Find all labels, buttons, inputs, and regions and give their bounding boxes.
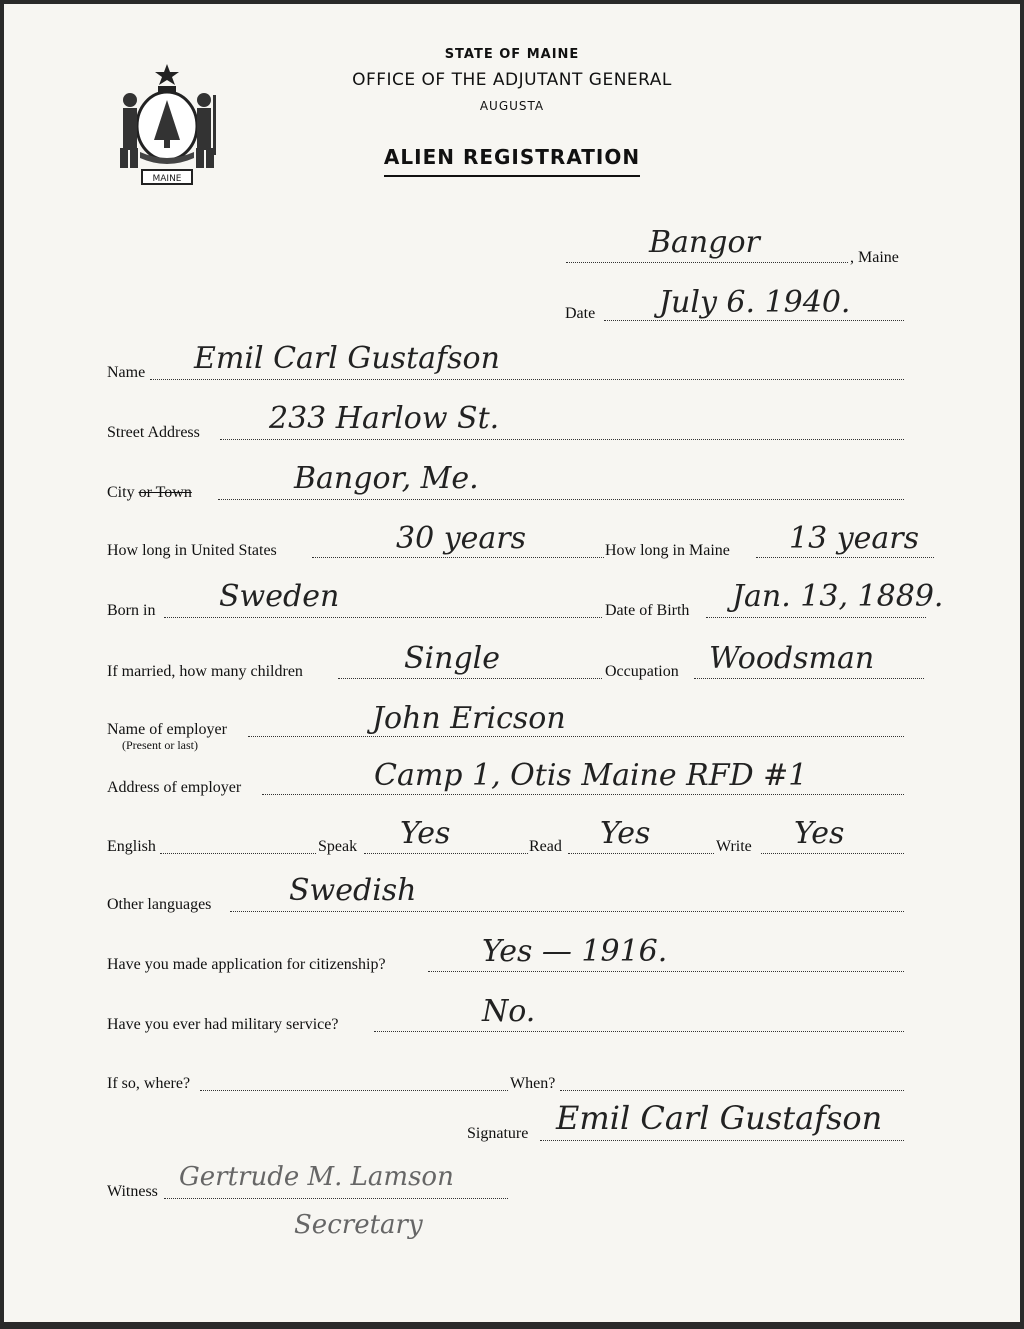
signature-value: Emil Carl Gustafson [556,1099,883,1137]
name-label: Name [107,364,146,381]
signature-label: Signature [467,1125,529,1142]
street-value: 233 Harlow St. [269,401,500,436]
occupation-label: Occupation [605,663,679,680]
other-languages-label: Other languages [107,896,212,913]
city-label-prefix: City [107,484,139,501]
english-line [160,853,316,854]
form-title [4,145,1020,169]
witness-line [164,1198,508,1199]
witness-title-value: Secretary [294,1210,423,1240]
occupation-line [694,678,924,679]
speak-line [364,853,528,854]
years-maine-line [756,557,934,558]
employer-label: Name of employer [107,721,227,738]
witness-value: Gertrude M. Lamson [179,1162,454,1192]
english-label: English [107,838,156,855]
years-maine-value: 13 years [789,521,920,556]
years-us-line [312,557,604,558]
write-line [761,853,904,854]
employer-sublabel: (Present or last) [122,738,198,752]
seal-banner-text: MAINE [152,174,182,184]
occupation-value: Woodsman [709,641,875,676]
street-line [220,439,904,440]
registration-form-page [4,4,1020,1322]
other-languages-line [230,911,904,912]
header-city: AUGUSTA [479,99,545,113]
read-value: Yes [600,816,651,851]
city-value: Bangor, Me. [294,461,479,496]
employer-address-label: Address of employer [107,779,242,796]
dob-line [706,617,926,618]
witness-label: Witness [107,1183,158,1200]
citizenship-value: Yes — 1916. [482,934,668,969]
employer-address-line [262,794,904,795]
employer-value: John Ericson [372,701,566,736]
date-line [604,320,904,321]
date-value: July 6. 1940. [659,285,851,320]
employer-line [248,736,904,737]
city-label-struck: or Town [138,484,192,501]
street-label: Street Address [107,424,200,441]
city-label [107,484,192,502]
name-line [150,379,904,380]
maine-label: , Maine [850,249,899,266]
employer-address-value: Camp 1, Otis Maine RFD #1 [374,758,808,793]
place-value: Bangor [649,225,760,260]
born-value: Sweden [219,579,340,614]
children-value: Single [404,641,501,676]
where-label: If so, where? [107,1075,191,1092]
military-label: Have you ever had military service? [107,1016,339,1033]
born-label: Born in [107,602,156,619]
citizenship-line [428,971,904,972]
form-title-text: ALIEN REGISTRATION [384,145,640,177]
read-line [568,853,714,854]
children-line [338,678,602,679]
write-value: Yes [794,816,845,851]
name-value: Emil Carl Gustafson [194,341,500,376]
when-line [560,1090,904,1091]
header-state: STATE OF MAINE [444,47,580,62]
military-value: No. [482,994,536,1029]
place-line [566,262,848,263]
write-label: Write [716,838,752,855]
years-us-label: How long in United States [107,542,277,559]
signature-line [540,1140,904,1141]
born-line [164,617,602,618]
years-us-value: 30 years [396,521,527,556]
children-label: If married, how many children [107,663,303,680]
dob-label: Date of Birth [605,602,690,619]
dob-value: Jan. 13, 1889. [732,579,944,614]
header-office: OFFICE OF THE ADJUTANT GENERAL [352,70,672,90]
city-line [218,499,904,500]
date-label: Date [565,305,596,322]
read-label: Read [529,838,562,855]
citizenship-label: Have you made application for citizenship? [107,956,386,973]
when-label: When? [510,1075,556,1092]
speak-label: Speak [318,838,358,855]
military-line [374,1031,904,1032]
years-maine-label: How long in Maine [605,542,730,559]
where-line [200,1090,508,1091]
other-languages-value: Swedish [289,873,417,908]
speak-value: Yes [400,816,451,851]
